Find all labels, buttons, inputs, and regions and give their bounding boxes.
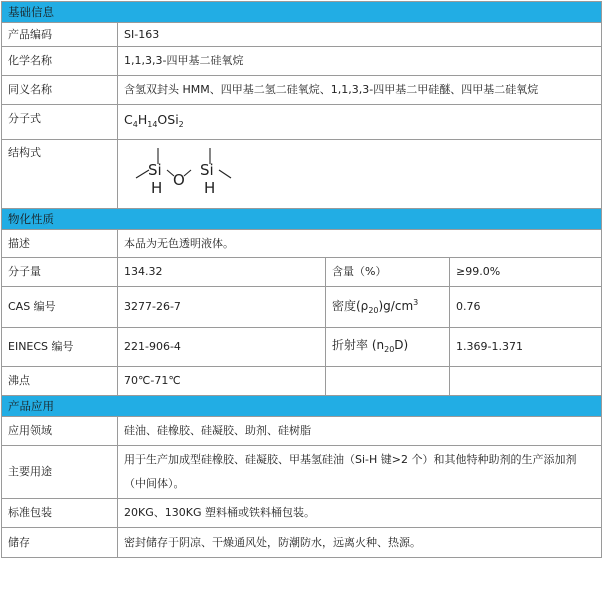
density-label-mid: )g/cm: [378, 299, 414, 313]
refr-label-post: D): [394, 337, 409, 352]
synonyms-label: 同义名称: [2, 76, 118, 105]
row-description: [2, 230, 602, 258]
product-code-label: 产品编码: [2, 23, 118, 47]
cas-label: CAS 编号: [2, 287, 118, 328]
row-mw: [2, 258, 602, 287]
si-atom-right: Si: [200, 161, 214, 179]
row-main-use: [2, 446, 602, 499]
formula-c-count: 4: [132, 119, 138, 129]
chemical-name-label: 化学名称: [2, 47, 118, 76]
packaging-label: 标准包装: [2, 499, 118, 528]
row-synonyms: [2, 76, 602, 105]
row-chemical-name: [2, 47, 602, 76]
spec-table: [1, 1, 602, 558]
mw-label: 分子量: [2, 258, 118, 287]
o-atom: O: [173, 171, 185, 189]
section-title: 产品应用: [2, 396, 602, 417]
formula-osi: OSi: [157, 111, 179, 127]
mw-value: 134.32: [118, 258, 326, 287]
density-label-sup: 3: [413, 298, 419, 307]
formula-label: 分子式: [2, 105, 118, 140]
chemical-name-value: 1,1,3,3-四甲基二硅氧烷: [118, 47, 602, 76]
main-use-label: 主要用途: [2, 446, 118, 499]
refr-label-sub: 20: [384, 344, 395, 354]
storage-label: 储存: [2, 528, 118, 558]
h-atom-left: H: [151, 179, 163, 197]
content-value: ≥99.0%: [450, 258, 602, 287]
row-cas: [2, 287, 602, 328]
structure-label: 结构式: [2, 140, 118, 209]
application-field-value: 硅油、硅橡胶、硅凝胶、助剂、硅树脂: [118, 417, 602, 446]
boiling-point-label: 沸点: [2, 367, 118, 396]
description-value: 本品为无色透明液体。: [118, 230, 602, 258]
refractive-index-value: 1.369-1.371: [450, 328, 602, 367]
product-code-value: SI-163: [118, 23, 602, 47]
main-use-value: 用于生产加成型硅橡胶、硅凝胶、甲基氢硅油（Si-H 键>2 个）和其他特种助剂的生产添加剂（中间体）。: [118, 446, 602, 499]
density-value: 0.76: [450, 287, 602, 328]
formula-si-count: 2: [178, 119, 184, 129]
row-application-field: [2, 417, 602, 446]
content-label: 含量（%）: [326, 258, 450, 287]
formula-value: [118, 105, 602, 140]
cas-value: 3277-26-7: [118, 287, 326, 328]
storage-value: 密封储存于阴凉、干燥通风处，防潮防水，远离火种、热源。: [118, 528, 602, 558]
density-label: [326, 287, 450, 328]
structure-diagram: [118, 140, 248, 206]
row-storage: [2, 528, 602, 558]
application-field-label: 应用领域: [2, 417, 118, 446]
row-formula: [2, 105, 602, 140]
packaging-value: 20KG、130KG 塑料桶或铁料桶包装。: [118, 499, 602, 528]
empty-cell: [450, 367, 602, 396]
section-physical: [2, 209, 602, 230]
refractive-index-label: [326, 328, 450, 367]
einecs-label: EINECS 编号: [2, 328, 118, 367]
row-boiling-point: [2, 367, 602, 396]
boiling-point-value: 70℃-71℃: [118, 367, 326, 396]
formula-h: H: [137, 111, 148, 127]
structure-cell: [118, 140, 602, 209]
row-product-code: [2, 23, 602, 47]
section-application: [2, 396, 602, 417]
section-title: 物化性质: [2, 209, 602, 230]
empty-cell: [326, 367, 450, 396]
product-data-sheet: [1, 1, 601, 595]
row-einecs: [2, 328, 602, 367]
si-atom-left: Si: [148, 161, 162, 179]
density-label-pre: 密度(ρ: [332, 299, 369, 313]
description-label: 描述: [2, 230, 118, 258]
section-basic-info: [2, 2, 602, 23]
refr-label-pre: 折射率 (n: [332, 337, 385, 352]
section-title: 基础信息: [2, 2, 602, 23]
synonyms-value: 含氢双封头 HMM、四甲基二氢二硅氧烷、1,1,3,3-四甲基二甲硅醚、四甲基二硅氧烷: [118, 76, 602, 105]
formula-c: C: [124, 111, 133, 127]
density-label-sub: 20: [368, 306, 379, 315]
row-packaging: [2, 499, 602, 528]
row-structure: [2, 140, 602, 209]
h-atom-right: H: [204, 179, 216, 197]
formula-h-count: 14: [147, 119, 158, 129]
einecs-value: 221-906-4: [118, 328, 326, 367]
